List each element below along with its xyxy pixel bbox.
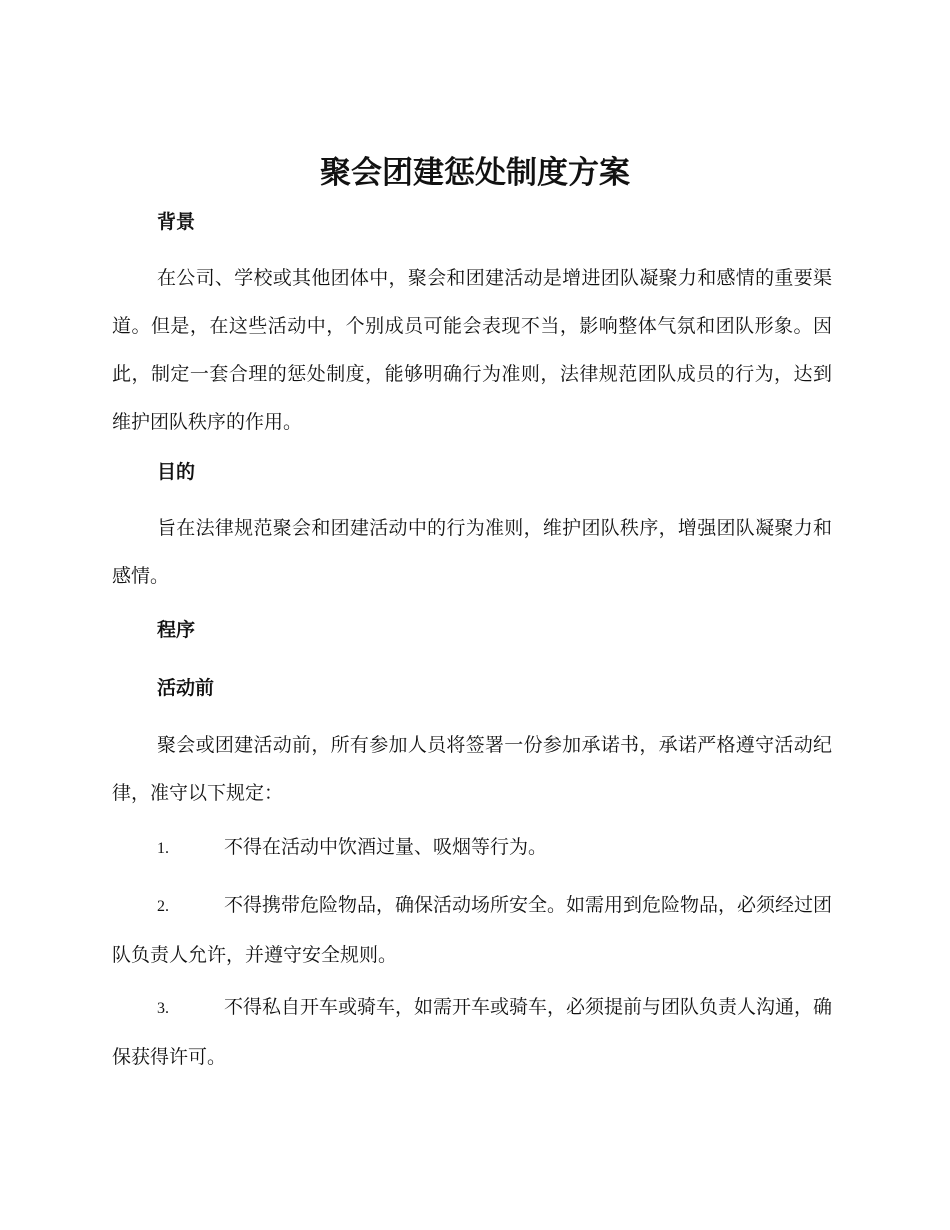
heading-purpose: 目的 xyxy=(157,461,196,483)
list-item xyxy=(112,983,832,1081)
paragraph-before-activity: 聚会或团建活动前，所有参加人员将签署一份参加承诺书，承诺严格遵守活动纪律，准守以下规定： xyxy=(112,734,832,804)
list-item-text: 不得在活动中饮酒过量、吸烟等行为。 xyxy=(224,836,548,858)
document-title: 聚会团建惩处制度方案 xyxy=(320,155,630,191)
heading-background: 背景 xyxy=(157,211,196,233)
list-number: 2. xyxy=(157,898,169,915)
heading-procedure: 程序 xyxy=(157,619,196,641)
list-item xyxy=(112,881,832,979)
list-item-text: 不得私自开车或骑车，如需开车或骑车，必须提前与团队负责人沟通，确保获得许可。 xyxy=(112,996,833,1068)
paragraph-background: 在公司、学校或其他团体中，聚会和团建活动是增进团队凝聚力和感情的重要渠道。但是，在这些活动中，个别成员可能会表现不当，影响整体气氛和团队形象。因此，制定一套合理的惩处制度，能够明确行为准则，法律规范团队成员的行为，达到维护团队秩序的作用。 xyxy=(112,267,832,433)
list-item-text: 不得携带危险物品，确保活动场所安全。如需用到危险物品，必须经过团队负责人允许，并遵守安全规则。 xyxy=(112,894,833,966)
list-item xyxy=(112,823,832,873)
list-number: 1. xyxy=(157,840,169,857)
list-number: 3. xyxy=(157,1000,169,1017)
paragraph-purpose: 旨在法律规范聚会和团建活动中的行为准则，维护团队秩序，增强团队凝聚力和感情。 xyxy=(112,517,832,587)
heading-before-activity: 活动前 xyxy=(157,677,215,699)
